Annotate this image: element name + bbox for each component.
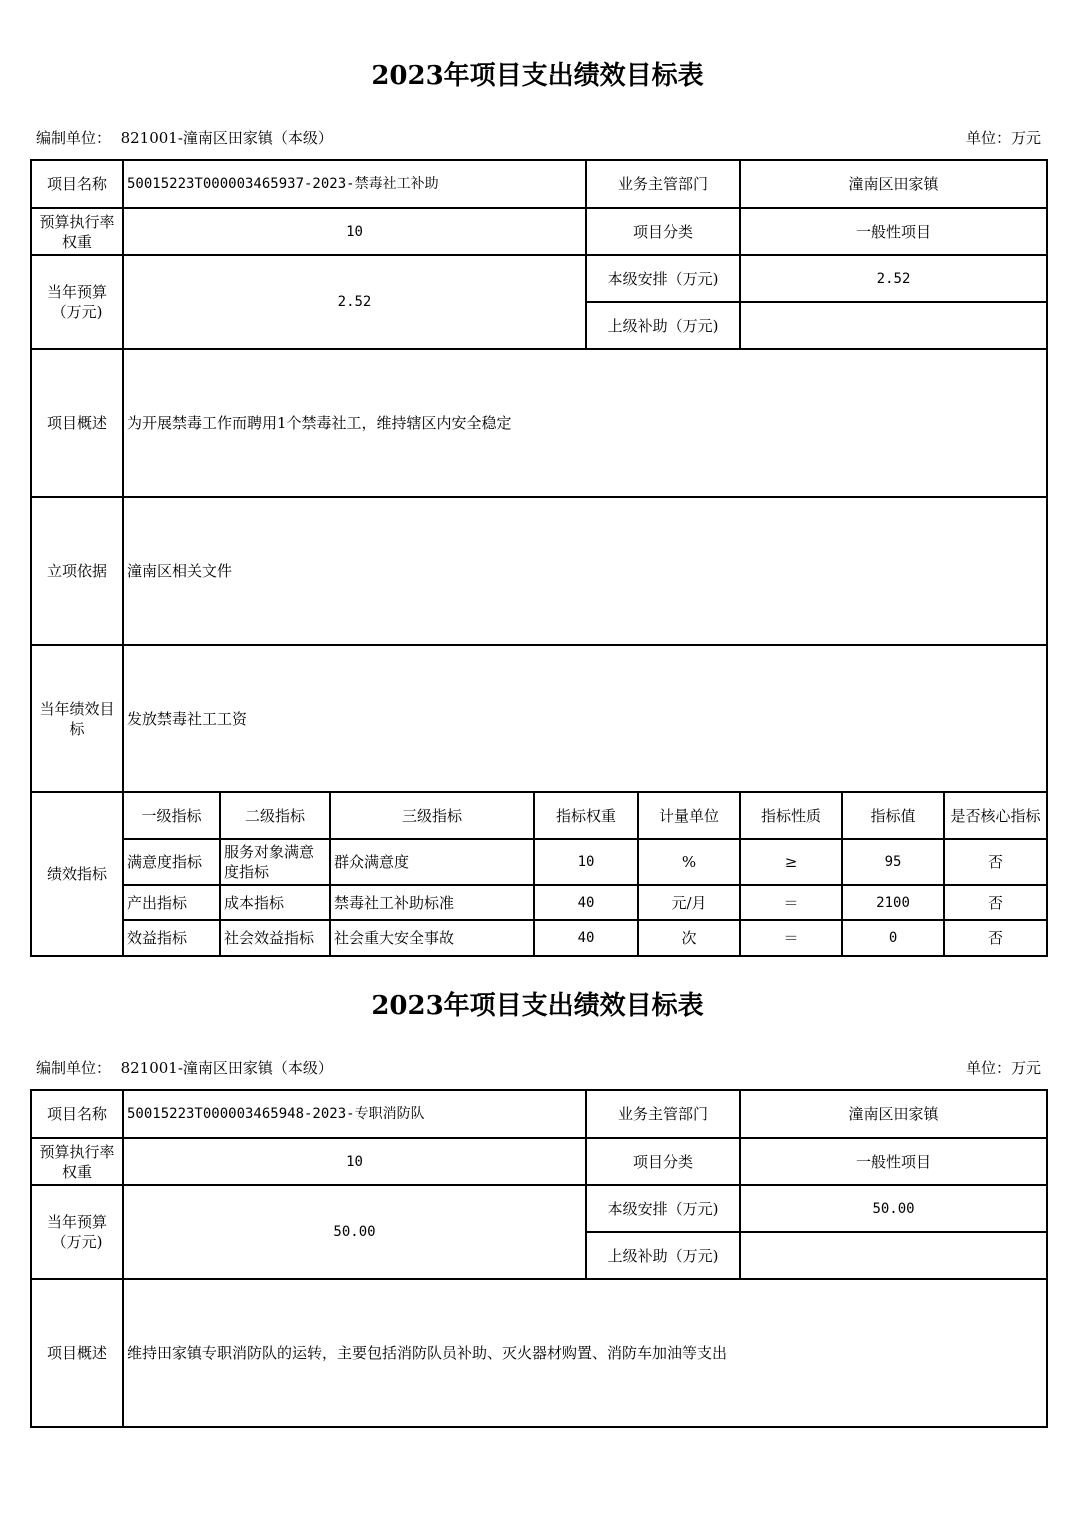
form2-unit: [36, 1057, 333, 1078]
form2-table: [30, 1089, 1048, 1428]
ind-cell: 产出指标: [123, 885, 220, 920]
ind-header: 指标权重: [534, 792, 638, 839]
label-local: 本级安排（万元): [586, 1185, 740, 1232]
label-basis: 立项依据: [31, 497, 123, 645]
label-upper: 上级补助（万元): [586, 302, 740, 349]
unit-label: 编制单位：: [36, 1059, 112, 1077]
label-category: 项目分类: [586, 1138, 740, 1185]
label-indicators: 绩效指标: [31, 792, 123, 956]
table-row: [31, 839, 1047, 885]
ind-cell: 40: [534, 885, 638, 920]
ind-header: 一级指标: [123, 792, 220, 839]
ind-cell: 10: [534, 839, 638, 885]
unit-label: 编制单位：: [36, 129, 112, 147]
dept-value: 潼南区田家镇: [740, 1090, 1047, 1138]
label-summary: 项目概述: [31, 349, 123, 497]
summary-value: 维持田家镇专职消防队的运转，主要包括消防队员补助、灭火器材购置、消防车加油等支出: [123, 1279, 1047, 1427]
summary-value: 为开展禁毒工作而聘用1个禁毒社工，维持辖区内安全稳定: [123, 349, 1047, 497]
label-upper: 上级补助（万元): [586, 1232, 740, 1279]
ind-cell: 元/月: [638, 885, 740, 920]
category-value: 一般性项目: [740, 1138, 1047, 1185]
unit-value: 821001-潼南区田家镇（本级）: [120, 129, 333, 147]
ind-cell: ＝: [740, 920, 842, 956]
ind-cell: 否: [944, 839, 1047, 885]
budget-value: 50.00: [123, 1185, 586, 1279]
label-goal: 当年绩效目标: [31, 645, 123, 792]
label-project-name: 项目名称: [31, 1090, 123, 1138]
ind-cell: 群众满意度: [330, 839, 534, 885]
upper-value: [740, 1232, 1047, 1279]
project-name-value: 50015223T000003465948-2023-专职消防队: [123, 1090, 586, 1138]
budget-value: 2.52: [123, 255, 586, 349]
label-budget: 当年预算（万元): [31, 1185, 123, 1279]
ind-cell: 效益指标: [123, 920, 220, 956]
ind-cell: 成本指标: [220, 885, 330, 920]
form1-table: [30, 159, 1048, 957]
ind-cell: 0: [842, 920, 944, 956]
form2-currency: 单位：万元: [965, 1059, 1041, 1077]
ind-cell: 禁毒社工补助标准: [330, 885, 534, 920]
category-value: 一般性项目: [740, 208, 1047, 255]
ind-cell: 社会重大安全事故: [330, 920, 534, 956]
ind-cell: 2100: [842, 885, 944, 920]
ind-cell: 服务对象满意度指标: [220, 839, 330, 885]
ind-header: 指标值: [842, 792, 944, 839]
ind-header: 指标性质: [740, 792, 842, 839]
project-name-value: 50015223T000003465937-2023-禁毒社工补助: [123, 160, 586, 208]
ind-header: 三级指标: [330, 792, 534, 839]
label-summary: 项目概述: [31, 1279, 123, 1427]
label-project-name: 项目名称: [31, 160, 123, 208]
form1-unit: [36, 127, 333, 148]
goal-value: 发放禁毒社工工资: [123, 645, 1047, 792]
ind-header: 二级指标: [220, 792, 330, 839]
form1-title: 2023年项目支出绩效目标表: [371, 61, 704, 91]
ind-cell: 社会效益指标: [220, 920, 330, 956]
form2-title: 2023年项目支出绩效目标表: [371, 991, 704, 1021]
basis-value: 潼南区相关文件: [123, 497, 1047, 645]
form1-currency: 单位：万元: [965, 129, 1041, 147]
label-category: 项目分类: [586, 208, 740, 255]
table-row: [31, 920, 1047, 956]
weight-value: 10: [123, 208, 586, 255]
label-weight: 预算执行率权重: [31, 208, 123, 255]
unit-value: 821001-潼南区田家镇（本级）: [120, 1059, 333, 1077]
local-value: 2.52: [740, 255, 1047, 302]
ind-header: 是否核心指标: [944, 792, 1047, 839]
ind-cell: 否: [944, 885, 1047, 920]
ind-cell: ≥: [740, 839, 842, 885]
table-row: [31, 885, 1047, 920]
weight-value: 10: [123, 1138, 586, 1185]
ind-cell: %: [638, 839, 740, 885]
label-dept: 业务主管部门: [586, 1090, 740, 1138]
ind-header: 计量单位: [638, 792, 740, 839]
label-budget: 当年预算（万元): [31, 255, 123, 349]
local-value: 50.00: [740, 1185, 1047, 1232]
label-dept: 业务主管部门: [586, 160, 740, 208]
ind-cell: 40: [534, 920, 638, 956]
dept-value: 潼南区田家镇: [740, 160, 1047, 208]
label-local: 本级安排（万元): [586, 255, 740, 302]
ind-cell: 否: [944, 920, 1047, 956]
ind-cell: ＝: [740, 885, 842, 920]
ind-cell: 次: [638, 920, 740, 956]
upper-value: [740, 302, 1047, 349]
ind-cell: 满意度指标: [123, 839, 220, 885]
label-weight: 预算执行率权重: [31, 1138, 123, 1185]
ind-cell: 95: [842, 839, 944, 885]
